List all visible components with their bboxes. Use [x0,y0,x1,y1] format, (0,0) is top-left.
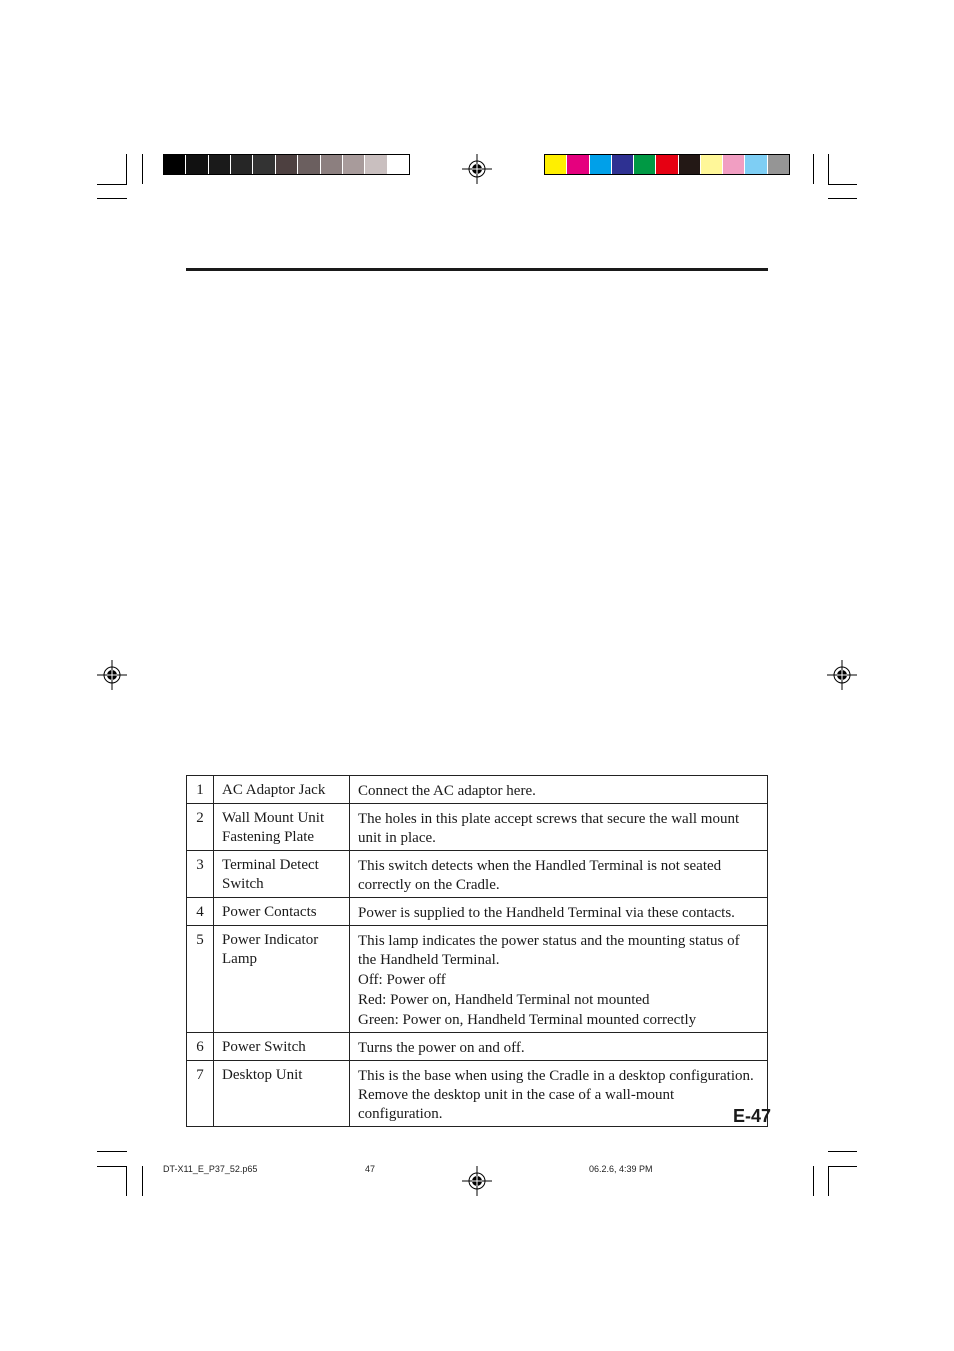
part-name: Desktop Unit [214,1061,350,1127]
color-swatch [365,155,387,174]
crop-mark [813,1166,814,1196]
footer-page: 47 [365,1164,376,1174]
color-swatch [545,155,567,174]
registration-mark-icon [462,154,492,184]
table-row [187,804,768,851]
description-line: This switch detects when the Handled Terminal is not seated correctly on the Cradle. [358,858,722,893]
color-swatch [679,155,701,174]
description-line: Turns the power on and off. [358,1040,525,1056]
color-swatch [656,155,678,174]
registration-mark-icon [462,1166,492,1196]
color-swatch [634,155,656,174]
color-swatch [388,155,409,174]
part-number: 2 [187,804,214,851]
part-number: 1 [187,776,214,804]
part-description [350,804,768,851]
description-line: Connect the AC adaptor here. [358,783,536,799]
crop-mark [828,1151,857,1152]
part-number: 4 [187,898,214,926]
part-description [350,851,768,898]
color-swatch [276,155,298,174]
crop-mark [142,154,143,184]
crop-mark [142,1166,143,1196]
part-description [350,1033,768,1061]
table-row [187,1033,768,1061]
crop-mark [828,154,829,184]
registration-mark-icon [827,660,857,690]
color-swatch [298,155,320,174]
color-swatch [209,155,231,174]
color-swatch [590,155,612,174]
description-line: Power is supplied to the Handheld Terminal via these contacts. [358,905,735,921]
crop-mark [97,184,127,185]
description-line: This lamp indicates the power status and the mounting status of the Handheld Terminal. [358,933,740,968]
color-swatch [701,155,723,174]
footer-file: DT-X11_E_P37_52.p65 [163,1164,258,1174]
table-row [187,1061,768,1127]
color-swatch [612,155,634,174]
color-swatch [567,155,589,174]
description-line: This is the base when using the Cradle in a desktop configuration. Remove the desktop unit in the case of a wall-mount configuration. [358,1068,754,1122]
process-color-bar [544,154,790,175]
crop-mark [828,1166,829,1196]
crop-mark [828,1166,857,1167]
page-number: E-47 [733,1106,772,1126]
parts-table [186,775,768,1127]
crop-mark [126,1166,127,1196]
part-name: AC Adaptor Jack [214,776,350,804]
part-description [350,1061,768,1127]
crop-mark [97,198,127,199]
description-line: Red: Power on, Handheld Terminal not mounted [358,992,650,1008]
crop-mark [97,1166,127,1167]
color-swatch [253,155,275,174]
description-line: Green: Power on, Handheld Terminal mounted correctly [358,1012,697,1028]
color-swatch [231,155,253,174]
description-line: The holes in this plate accept screws that secure the wall mount unit in place. [358,811,740,846]
crop-mark [126,154,127,184]
registration-mark-icon [97,660,127,690]
header-rule [186,268,768,271]
part-name: Power Switch [214,1033,350,1061]
crop-mark [97,1151,127,1152]
table-row [187,898,768,926]
color-swatch [343,155,365,174]
part-name: Power Contacts [214,898,350,926]
color-swatch [745,155,767,174]
part-number: 7 [187,1061,214,1127]
color-swatch [186,155,208,174]
crop-mark [813,154,814,184]
color-swatch [768,155,789,174]
table-row [187,776,768,804]
part-number: 6 [187,1033,214,1061]
color-swatch [164,155,186,174]
table-row [187,926,768,1033]
part-name: Wall Mount Unit Fastening Plate [214,804,350,851]
grayscale-color-bar [163,154,410,175]
part-description [350,898,768,926]
table-row [187,851,768,898]
part-description [350,926,768,1033]
footer-date: 06.2.6, 4:39 PM [589,1164,653,1174]
crop-mark [828,184,857,185]
description-line: Off: Power off [358,972,446,988]
part-number: 3 [187,851,214,898]
color-swatch [321,155,343,174]
part-name: Power Indicator Lamp [214,926,350,1033]
crop-mark [828,198,857,199]
part-name: Terminal Detect Switch [214,851,350,898]
color-swatch [723,155,745,174]
part-number: 5 [187,926,214,1033]
part-description [350,776,768,804]
